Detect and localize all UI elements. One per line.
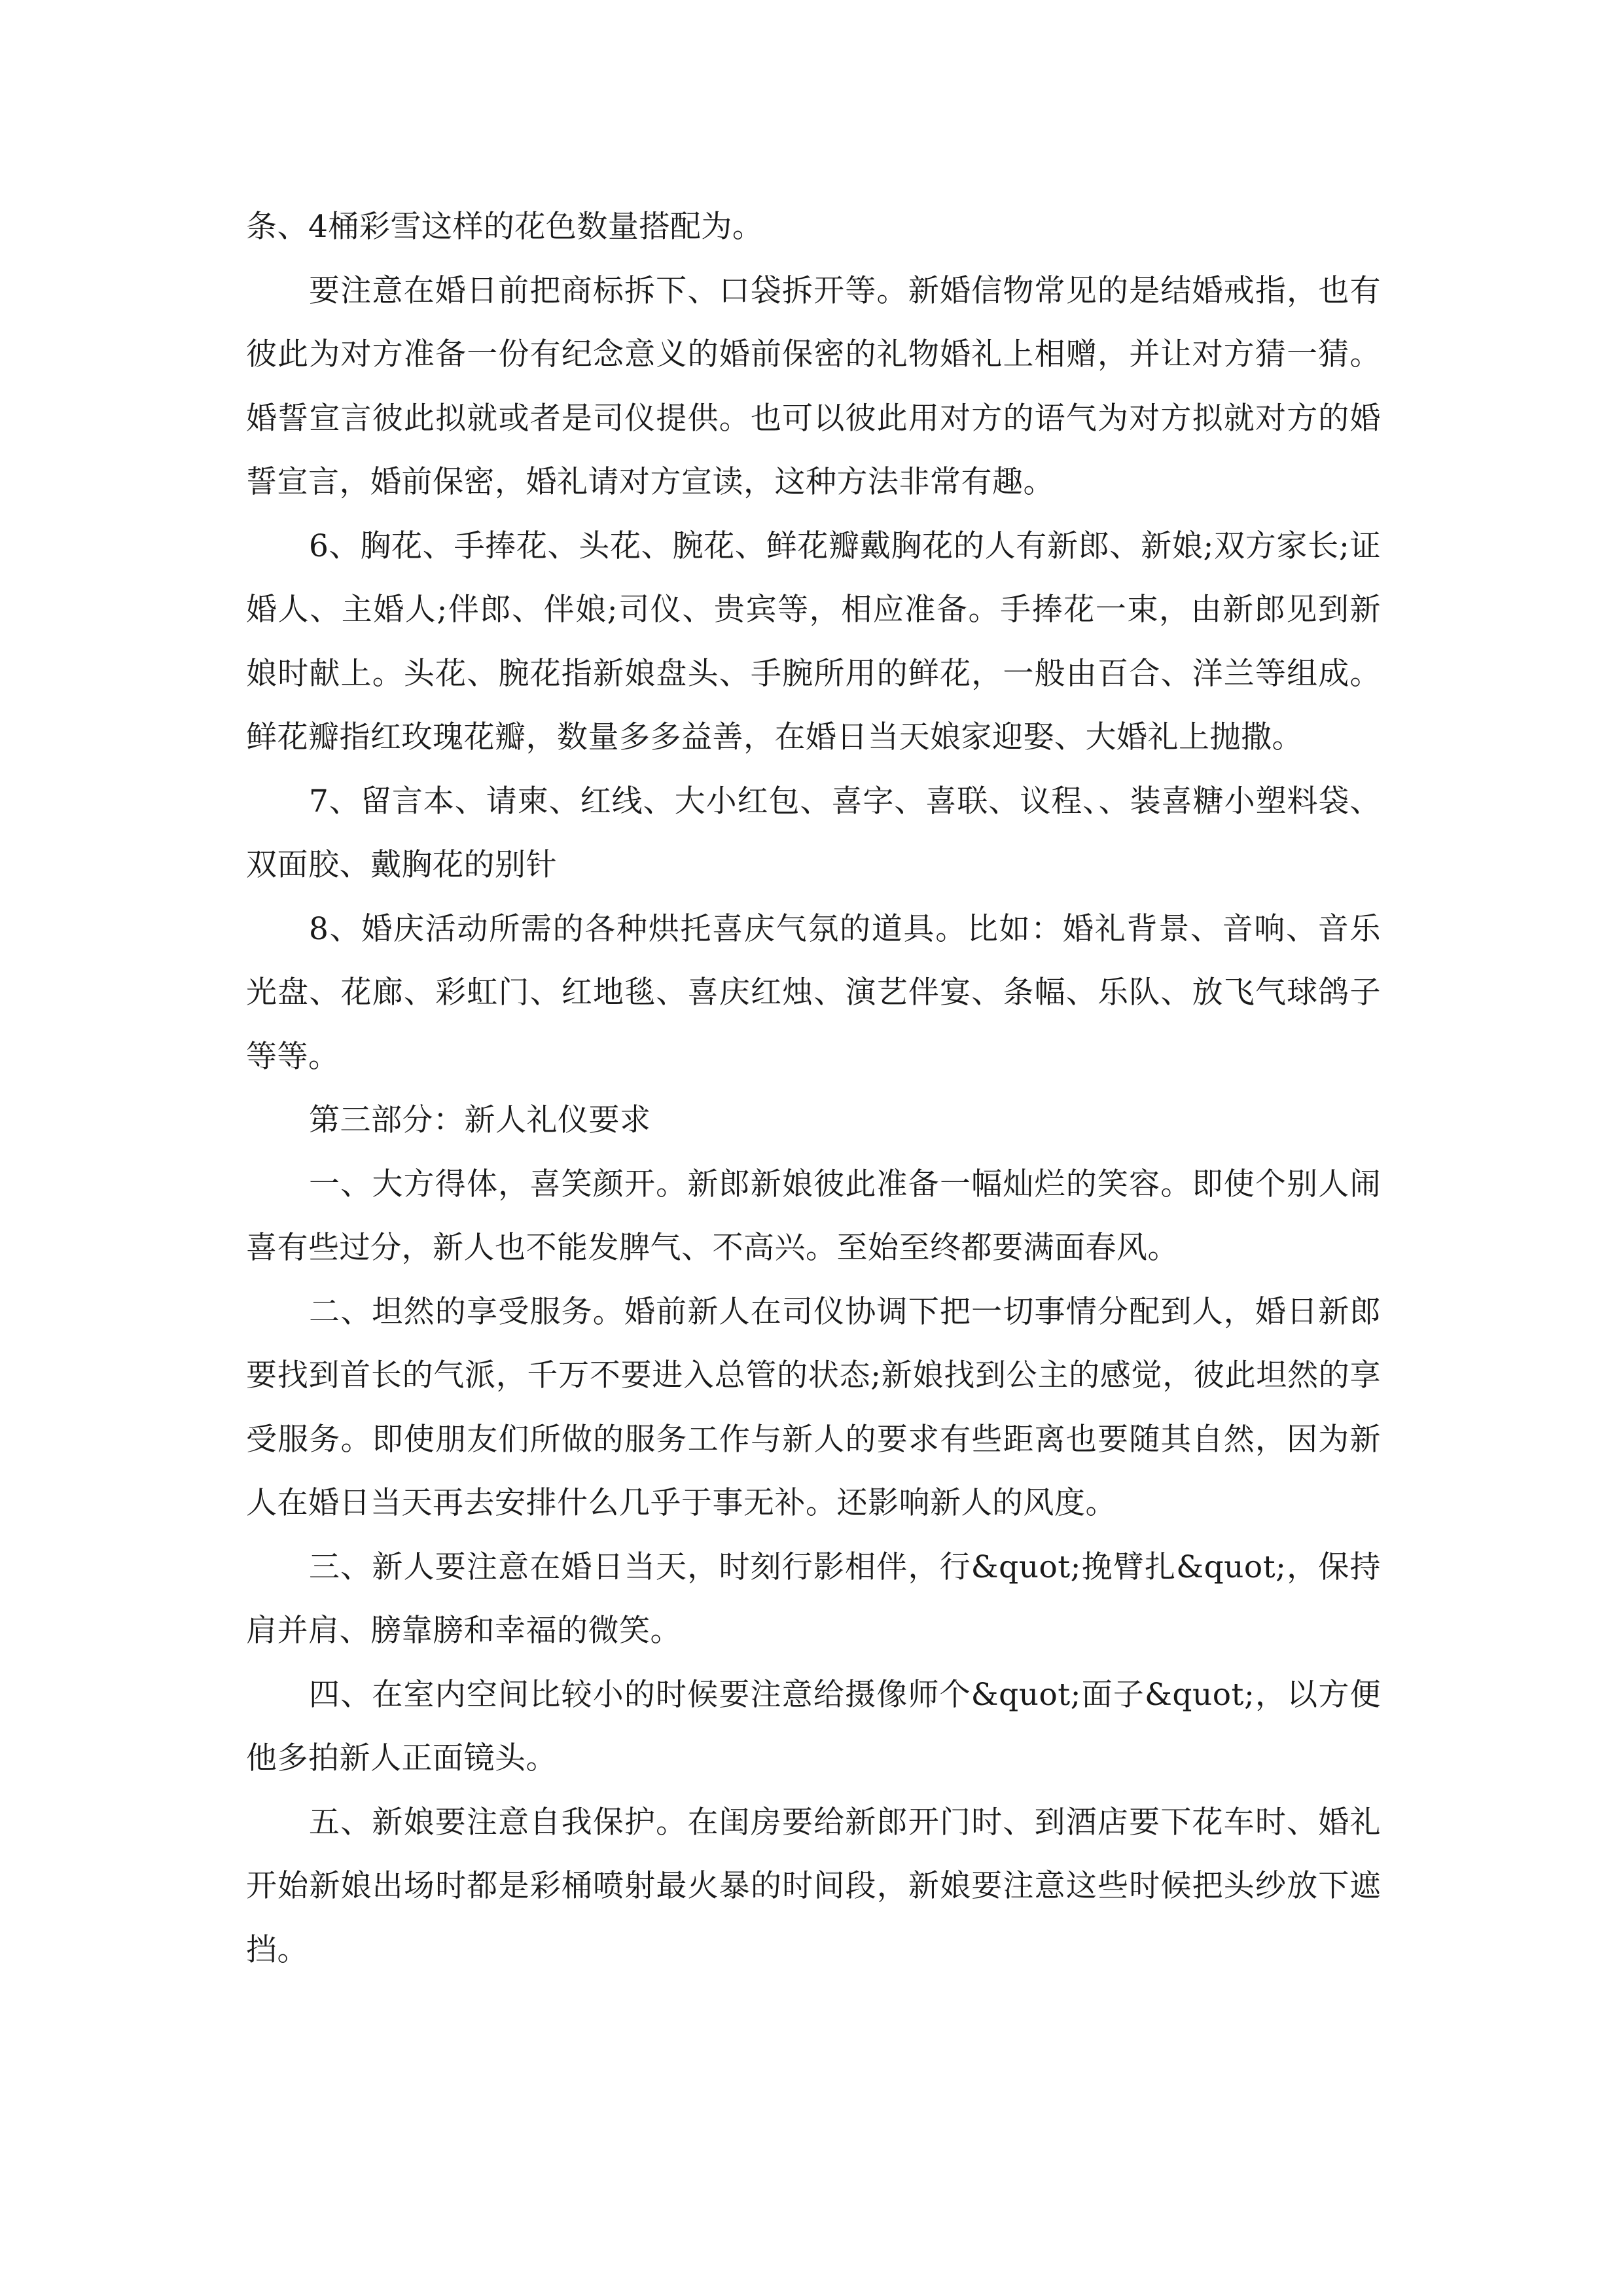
paragraph-10: 四、在室内空间比较小的时候要注意给摄像师个&quot;面子&quot;，以方便他多拍新人正面镜头。 <box>246 1676 1381 1776</box>
paragraph-11: 五、新娘要注意自我保护。在闺房要给新郎开门时、到酒店要下花车时、婚礼开始新娘出场时都是彩桶喷射最火暴的时间段，新娘要注意这些时候把头纱放下遮挡。 <box>246 1804 1381 1968</box>
paragraph-4: 7、留言本、请柬、红线、大小红包、喜字、喜联、议程、、装喜糖小塑料袋、双面胶、戴胸花的别针 <box>246 783 1381 883</box>
paragraph-3: 6、胸花、手捧花、头花、腕花、鲜花瓣戴胸花的人有新郎、新娘;双方家长;证婚人、主婚人;伴郎、伴娘;司仪、贵宾等，相应准备。手捧花一束，由新郎见到新娘时献上。头花、腕花指新娘盘头、手腕所用的鲜花，一般由百合、洋兰等组成。鲜花瓣指红玫瑰花瓣，数量多多益善，在婚日当天娘家迎娶、大婚礼上抛撒。 <box>246 528 1381 755</box>
section-heading: 第三部分：新人礼仪要求 <box>309 1102 651 1138</box>
document-page <box>246 195 1381 1982</box>
paragraph-5: 8、婚庆活动所需的各种烘托喜庆气氛的道具。比如：婚礼背景、音响、音乐光盘、花廊、彩虹门、红地毯、喜庆红烛、演艺伴宴、条幅、乐队、放飞气球鸽子等等。 <box>246 910 1381 1075</box>
paragraph-2: 要注意在婚日前把商标拆下、口袋拆开等。新婚信物常见的是结婚戒指，也有彼此为对方准备一份有纪念意义的婚前保密的礼物婚礼上相赠，并让对方猜一猜。婚誓宣言彼此拟就或者是司仪提供。也可以彼此用对方的语气为对方拟就对方的婚誓宣言，婚前保密，婚礼请对方宣读，这种方法非常有趣。 <box>246 272 1381 500</box>
paragraph-7: 一、大方得体，喜笑颜开。新郎新娘彼此准备一幅灿烂的笑容。即使个别人闹喜有些过分，新人也不能发脾气、不高兴。至始至终都要满面春风。 <box>246 1166 1381 1266</box>
paragraph-9: 三、新人要注意在婚日当天，时刻行影相伴，行&quot;挽臂扎&quot;，保持肩并肩、膀靠膀和幸福的微笑。 <box>246 1549 1381 1649</box>
paragraph-1: 条、4桶彩雪这样的花色数量搭配为。 <box>246 209 764 245</box>
paragraph-8: 二、坦然的享受服务。婚前新人在司仪协调下把一切事情分配到人，婚日新郎要找到首长的气派，千万不要进入总管的状态;新娘找到公主的感觉，彼此坦然的享受服务。即使朋友们所做的服务工作与新人的要求有些距离也要随其自然，因为新人在婚日当天再去安排什么几乎于事无补。还影响新人的风度。 <box>246 1293 1381 1521</box>
